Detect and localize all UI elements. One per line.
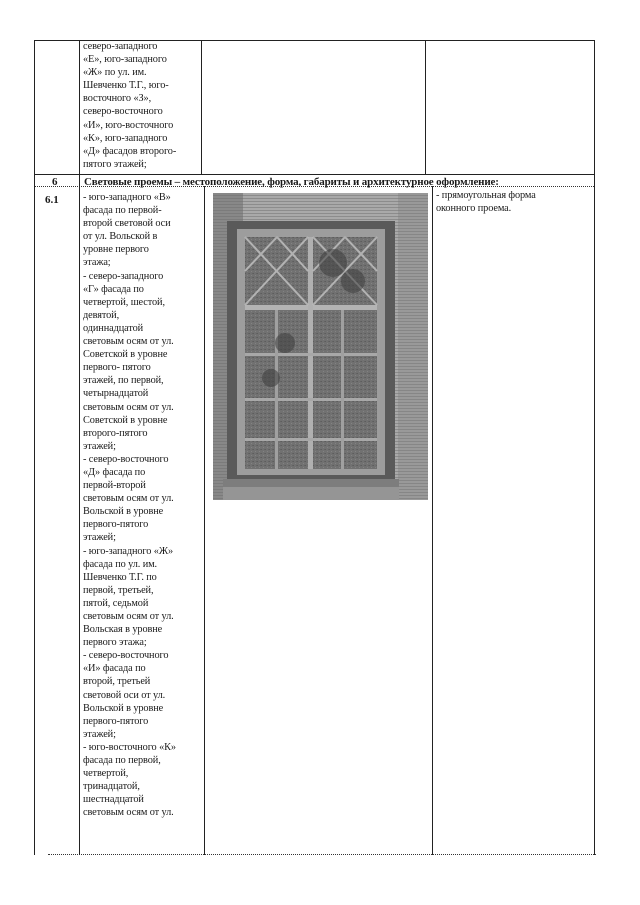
item-location-line: фасада по первой- (83, 205, 162, 217)
item-location-line: «Д» фасада по (83, 466, 146, 478)
top-row-location-line: «И», юго-восточного (83, 119, 174, 131)
section-number: 6 (52, 176, 58, 188)
item-description-line: оконного проема. (436, 203, 512, 215)
row-divider (34, 174, 594, 175)
top-row-location-line: северо-восточного (83, 106, 163, 118)
column-divider-3-top (425, 40, 426, 175)
item-location-line: световым осям от ул. (83, 611, 174, 622)
item-location-line: шестнадцатой (83, 794, 144, 806)
item-location-line: тринадцатой, (83, 781, 140, 793)
item-location-line: второй, третьей (83, 676, 151, 688)
item-location-line: первой-второй (83, 480, 146, 492)
item-location-line: «Г» фасада по (83, 283, 144, 295)
item-location-line: фасада по ул. им. (83, 558, 158, 570)
item-location-line: второго-пятого (83, 427, 148, 439)
item-location-line: Вольская в уровне (83, 624, 163, 636)
item-location-line: - юго-западного «В» (83, 192, 171, 203)
column-divider-1 (79, 40, 80, 855)
item-location-line: - юго-западного «Ж» (83, 545, 174, 557)
top-row-location-text (83, 40, 176, 171)
item-location-line: Вольской в уровне (83, 506, 164, 518)
item-location-text (83, 191, 176, 820)
item-location-line: Советской в уровне (83, 349, 168, 361)
top-row-location-line: «Ж» по ул. им. (83, 67, 147, 79)
item-location-line: четвертой, (83, 768, 129, 780)
item-location-line: этажа; (83, 257, 111, 269)
item-location-line: второй световой оси (83, 218, 171, 230)
item-location-line: световым осям от ул. (83, 807, 174, 819)
item-location-line: «И» фасада по (83, 663, 146, 675)
top-row-location-line: восточного «З», (83, 93, 152, 105)
top-row-location-line: «Е», юго-западного (83, 54, 167, 66)
table-right-border (594, 40, 595, 855)
table-left-border (34, 40, 35, 855)
item-location-line: этажей, по первой, (83, 375, 164, 387)
window-photo-icon (213, 193, 428, 500)
item-location-line: Вольской в уровне (83, 702, 164, 714)
item-location-line: первой, третьей, (83, 584, 154, 596)
item-location-line: одиннадцатой (83, 322, 144, 334)
item-location-line: Шевченко Т.Г. по (83, 571, 157, 583)
item-location-line: фасада по первой, (83, 755, 161, 767)
item-location-line: - юго-восточного «К» (83, 741, 176, 753)
window-photo (213, 193, 428, 500)
top-row-location-line: Шевченко Т.Г., юго- (83, 80, 169, 92)
column-divider-2-top (201, 40, 202, 175)
item-location-line: девятой, (83, 309, 120, 321)
item-location-line: световым осям от ул. (83, 401, 174, 413)
item-location-line: световым осям от ул. (83, 493, 174, 505)
item-location-line: первого этажа; (83, 637, 147, 649)
top-row-location-line: «К», юго-западного (83, 132, 168, 144)
item-location-line: этажей; (83, 440, 116, 452)
item-location-line: световой оси от ул. (83, 689, 166, 701)
item-location-line: первого-пятого (83, 715, 149, 727)
item-location-line: первого- пятого (83, 362, 151, 374)
item-location-line: этажей; (83, 728, 116, 740)
item-location-line: четвертой, шестой, (83, 296, 165, 308)
top-row-location-line: северо-западного (83, 41, 158, 52)
column-divider-2 (204, 186, 205, 855)
item-location-line: от ул. Вольской в (83, 231, 158, 243)
item-location-line: световым осям от ул. (83, 336, 174, 348)
top-row-location-line: пятого этажей; (83, 158, 147, 170)
column-divider-3 (432, 186, 433, 855)
table-bottom-border (48, 854, 596, 855)
item-location-line: - северо-восточного (83, 453, 169, 465)
top-row-location-line: «Д» фасадов второго- (83, 145, 177, 157)
item-location-line: четырнадцатой (83, 388, 149, 400)
item-location-line: этажей; (83, 532, 116, 544)
item-location-line: уровне первого (83, 244, 149, 256)
item-location-line: первого-пятого (83, 519, 149, 531)
item-number: 6.1 (45, 194, 59, 206)
item-location-line: пятой, седьмой (83, 597, 149, 609)
item-description-text (436, 189, 536, 215)
item-location-line: - северо-западного (83, 270, 164, 282)
item-location-line: Советской в уровне (83, 414, 168, 426)
section-title: Световые проемы – местоположение, форма, габариты и архитектурное оформление: (84, 176, 499, 188)
item-description-line: - прямоугольная форма (436, 190, 536, 201)
item-location-line: - северо-восточного (83, 650, 169, 662)
